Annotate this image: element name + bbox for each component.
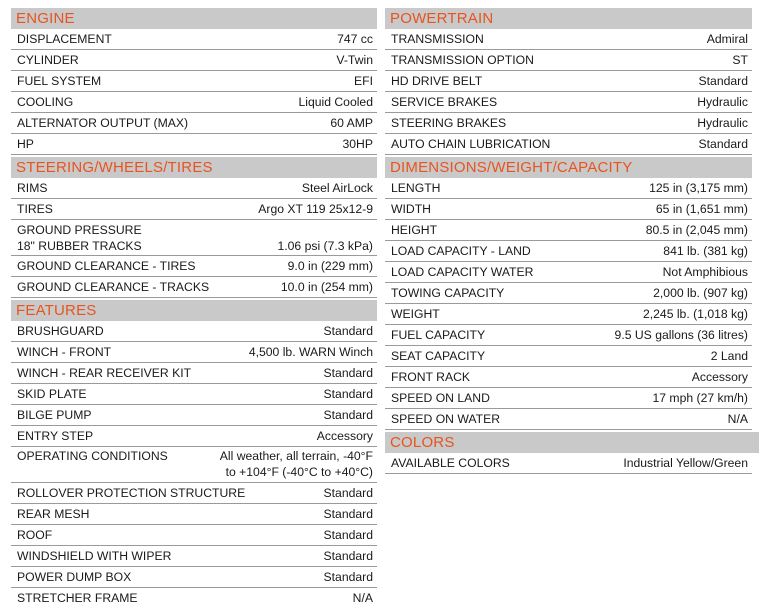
- spec-row: [11, 525, 377, 546]
- spec-value: Standard: [323, 366, 373, 380]
- spec-value: EFI: [354, 74, 373, 88]
- spec-row: [11, 50, 377, 71]
- spec-value: Accessory: [316, 429, 373, 443]
- spec-value: ST: [732, 53, 748, 67]
- spec-row: [385, 178, 752, 199]
- spec-value: Accessory: [691, 370, 748, 384]
- spec-label: HP: [17, 137, 34, 151]
- spec-label: STRETCHER FRAME: [17, 591, 138, 605]
- spec-label: RIMS: [17, 181, 48, 195]
- spec-value: Argo XT 119 25x12-9: [258, 202, 373, 216]
- spec-label: STEERING BRAKES: [391, 116, 507, 130]
- spec-label-line: GROUND PRESSURE: [17, 223, 142, 237]
- spec-label-line: 18" RUBBER TRACKS: [17, 239, 142, 253]
- spec-value: 80.5 in (2,045 mm): [645, 223, 748, 237]
- spec-label: ALTERNATOR OUTPUT (MAX): [17, 116, 189, 130]
- spec-row: [385, 199, 752, 220]
- spec-value-line: to +104°F (-40°C to +40°C): [225, 465, 373, 479]
- spec-label: TOWING CAPACITY: [391, 286, 505, 300]
- colors-header: COLORS: [385, 432, 759, 453]
- spec-value: Standard: [698, 137, 748, 151]
- spec-value: Industrial Yellow/Green: [623, 456, 748, 470]
- spec-label: SKID PLATE: [17, 387, 87, 401]
- spec-value: Standard: [323, 507, 373, 521]
- spec-value: V-Twin: [336, 53, 373, 67]
- spec-row: [11, 384, 377, 405]
- spec-row: [11, 29, 377, 50]
- spec-value: 747 cc: [337, 32, 373, 46]
- spec-row: [11, 277, 377, 298]
- spec-row: [11, 92, 377, 113]
- spec-label: POWER DUMP BOX: [17, 570, 132, 584]
- spec-value-line: All weather, all terrain, -40°F: [219, 449, 373, 463]
- spec-label: GROUND CLEARANCE - TIRES: [17, 259, 196, 273]
- spec-row: [385, 220, 752, 241]
- spec-value: Steel AirLock: [301, 181, 373, 195]
- spec-label: COOLING: [17, 95, 74, 109]
- spec-value: 841 lb. (381 kg): [663, 244, 748, 258]
- engine-header: ENGINE: [11, 8, 377, 29]
- spec-value: Standard: [323, 486, 373, 500]
- spec-value: 125 in (3,175 mm): [649, 181, 748, 195]
- left-column: [11, 6, 377, 608]
- spec-label: FRONT RACK: [391, 370, 470, 384]
- spec-value: Standard: [323, 408, 373, 422]
- spec-value: Standard: [323, 570, 373, 584]
- spec-label: WIDTH: [391, 202, 431, 216]
- spec-label: BRUSHGUARD: [17, 324, 104, 338]
- spec-value: 17 mph (27 km/h): [652, 391, 748, 405]
- spec-label: ENTRY STEP: [17, 429, 94, 443]
- spec-row: [385, 29, 752, 50]
- spec-label: SEAT CAPACITY: [391, 349, 486, 363]
- spec-value: Liquid Cooled: [298, 95, 373, 109]
- right-column: [385, 6, 752, 474]
- spec-value: 65 in (1,651 mm): [655, 202, 748, 216]
- spec-label: OPERATING CONDITIONS: [17, 449, 168, 463]
- spec-label: ROLLOVER PROTECTION STRUCTURE: [17, 486, 246, 500]
- spec-label: FUEL CAPACITY: [391, 328, 486, 342]
- spec-label: WINCH - FRONT: [17, 345, 112, 359]
- spec-row: [11, 178, 377, 199]
- spec-label: SPEED ON WATER: [391, 412, 501, 426]
- spec-value: 1.06 psi (7.3 kPa): [277, 239, 373, 253]
- spec-value: Standard: [323, 324, 373, 338]
- spec-label: WEIGHT: [391, 307, 440, 321]
- spec-value: Standard: [698, 74, 748, 88]
- spec-row: [385, 241, 752, 262]
- spec-row: [11, 363, 377, 384]
- spec-row: [11, 588, 377, 608]
- spec-row: [385, 304, 752, 325]
- steering-header: STEERING/WHEELS/TIRES: [11, 157, 377, 178]
- spec-label: LENGTH: [391, 181, 441, 195]
- spec-value: 2,245 lb. (1,018 kg): [642, 307, 748, 321]
- spec-row: [11, 447, 377, 483]
- spec-label: SPEED ON LAND: [391, 391, 490, 405]
- spec-value: N/A: [352, 591, 373, 605]
- spec-label: BILGE PUMP: [17, 408, 92, 422]
- spec-value: Not Amphibious: [662, 265, 748, 279]
- spec-value: Standard: [323, 549, 373, 563]
- spec-label: LOAD CAPACITY WATER: [391, 265, 534, 279]
- spec-value: 2 Land: [710, 349, 748, 363]
- spec-label: HD DRIVE BELT: [391, 74, 483, 88]
- spec-row: [11, 342, 377, 363]
- features-header: FEATURES: [11, 300, 377, 321]
- spec-label: AUTO CHAIN LUBRICATION: [391, 137, 551, 151]
- spec-row: [385, 367, 752, 388]
- spec-row: [385, 71, 752, 92]
- spec-label: AVAILABLE COLORS: [391, 456, 510, 470]
- spec-row: [385, 409, 752, 430]
- spec-row: [11, 256, 377, 277]
- spec-value: Standard: [323, 528, 373, 542]
- powertrain-header: POWERTRAIN: [385, 8, 752, 29]
- spec-row: [385, 325, 752, 346]
- spec-label: GROUND CLEARANCE - TRACKS: [17, 280, 210, 294]
- spec-value: 60 AMP: [330, 116, 373, 130]
- spec-row: [385, 113, 752, 134]
- spec-value: Standard: [323, 387, 373, 401]
- spec-row: [11, 71, 377, 92]
- spec-label: TRANSMISSION: [391, 32, 484, 46]
- spec-label: SERVICE BRAKES: [391, 95, 498, 109]
- spec-row: [11, 546, 377, 567]
- spec-value: [203, 448, 373, 480]
- spec-row: [385, 50, 752, 71]
- spec-row: [385, 262, 752, 283]
- spec-row: [385, 453, 752, 474]
- spec-row: [385, 346, 752, 367]
- spec-value: 4,500 lb. WARN Winch: [248, 345, 373, 359]
- spec-value: N/A: [727, 412, 748, 426]
- spec-row: [385, 283, 752, 304]
- spec-row: [385, 92, 752, 113]
- spec-label: REAR MESH: [17, 507, 90, 521]
- spec-row: [11, 220, 377, 256]
- spec-label: TIRES: [17, 202, 53, 216]
- spec-row: [11, 405, 377, 426]
- dimensions-header: DIMENSIONS/WEIGHT/CAPACITY: [385, 157, 752, 178]
- spec-label: DISPLACEMENT: [17, 32, 112, 46]
- spec-label: [17, 222, 142, 254]
- spec-row: [11, 321, 377, 342]
- spec-value: 10.0 in (254 mm): [280, 280, 373, 294]
- spec-row: [11, 426, 377, 447]
- spec-label: WINCH - REAR RECEIVER KIT: [17, 366, 192, 380]
- spec-value: Admiral: [706, 32, 748, 46]
- spec-row: [385, 134, 752, 155]
- spec-label: ROOF: [17, 528, 53, 542]
- spec-row: [385, 388, 752, 409]
- spec-label: FUEL SYSTEM: [17, 74, 102, 88]
- spec-row: [11, 113, 377, 134]
- spec-label: HEIGHT: [391, 223, 438, 237]
- spec-label: CYLINDER: [17, 53, 79, 67]
- spec-value: 9.0 in (229 mm): [287, 259, 373, 273]
- spec-row: [11, 483, 377, 504]
- spec-row: [11, 567, 377, 588]
- spec-value: 9.5 US gallons (36 litres): [614, 328, 748, 342]
- spec-label: TRANSMISSION OPTION: [391, 53, 534, 67]
- spec-value: 30HP: [342, 137, 373, 151]
- spec-row: [11, 199, 377, 220]
- spec-row: [11, 134, 377, 155]
- spec-row: [11, 504, 377, 525]
- spec-label: LOAD CAPACITY - LAND: [391, 244, 531, 258]
- spec-value: Hydraulic: [697, 95, 748, 109]
- spec-value: 2,000 lb. (907 kg): [653, 286, 748, 300]
- spec-value: Hydraulic: [697, 116, 748, 130]
- spec-label: WINDSHIELD WITH WIPER: [17, 549, 172, 563]
